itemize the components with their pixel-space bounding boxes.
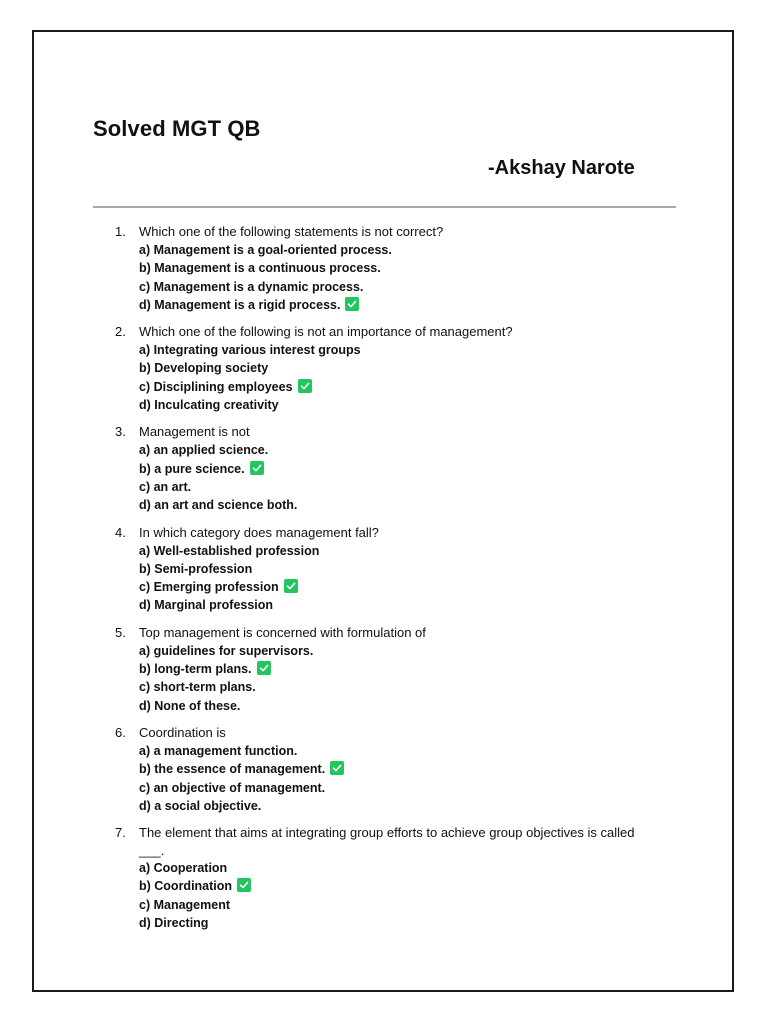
answer-option-label: d) Marginal profession <box>139 598 274 613</box>
question-number: 3. <box>115 424 126 440</box>
answer-option-label: d) a social objective. <box>139 798 262 813</box>
question-number: 6. <box>115 724 126 740</box>
answer-options <box>139 542 673 615</box>
question-number: 4. <box>115 524 126 540</box>
answer-option-correct <box>139 760 673 778</box>
answer-option-label: c) short-term plans. <box>139 680 256 695</box>
answer-option-label: d) None of these. <box>139 698 241 713</box>
answer-option <box>139 859 673 877</box>
answer-options <box>139 441 673 514</box>
check-mark-icon <box>250 461 264 475</box>
document-author: -Akshay Narote <box>488 157 635 179</box>
question-text: In which category does management fall? <box>139 524 379 540</box>
check-mark-icon <box>298 379 312 393</box>
question-text: Top management is concerned with formulation of <box>139 624 426 640</box>
answer-option-label: c) Management <box>139 897 230 912</box>
check-mark-icon <box>237 878 251 892</box>
answer-option <box>139 697 673 715</box>
answer-option-label: a) guidelines for supervisors. <box>139 643 314 658</box>
answer-option <box>139 396 673 414</box>
answer-option <box>139 441 673 459</box>
question-number: 1. <box>115 224 126 239</box>
answer-option-label: a) a management function. <box>139 743 298 758</box>
answer-options <box>139 642 673 715</box>
answer-option-label: a) Management is a goal-oriented process. <box>139 243 392 257</box>
question-item <box>93 323 673 414</box>
answer-options <box>139 241 673 314</box>
question-item <box>93 524 673 615</box>
answer-options <box>139 341 673 414</box>
check-mark-icon <box>257 661 271 675</box>
check-mark-icon <box>345 297 359 311</box>
answer-option-correct <box>139 660 673 678</box>
question-list <box>93 223 673 941</box>
answer-option-label: d) an art and science both. <box>139 498 298 513</box>
question-item <box>93 724 673 815</box>
answer-option <box>139 359 673 377</box>
answer-option <box>139 914 673 932</box>
answer-option <box>139 896 673 914</box>
answer-option-label: c) Management is a dynamic process. <box>139 279 364 294</box>
answer-option-label: b) long-term plans. <box>139 662 252 677</box>
answer-option-label: d) Management is a rigid process. <box>139 297 341 312</box>
answer-option <box>139 560 673 578</box>
answer-option-correct <box>139 877 673 895</box>
answer-option <box>139 596 673 614</box>
answer-option-label: a) an applied science. <box>139 443 269 458</box>
answer-option <box>139 797 673 815</box>
question-blank: ___. <box>139 843 165 859</box>
answer-option <box>139 779 673 797</box>
answer-option-label: c) Disciplining employees <box>139 379 293 394</box>
answer-option-correct <box>139 578 673 596</box>
question-number: 5. <box>115 624 126 640</box>
question-number: 7. <box>115 825 126 841</box>
question-text: Which one of the following statements is not correct? <box>139 224 444 239</box>
answer-options <box>139 742 673 815</box>
answer-option-label: d) Directing <box>139 916 209 931</box>
answer-option-label: b) the essence of management. <box>139 762 326 777</box>
answer-option-label: a) Integrating various interest groups <box>139 343 361 358</box>
answer-option <box>139 496 673 514</box>
answer-option <box>139 478 673 496</box>
answer-option-label: b) Semi-profession <box>139 561 253 576</box>
answer-option-label: c) an objective of management. <box>139 780 326 795</box>
answer-option <box>139 678 673 696</box>
answer-option-correct <box>139 460 673 478</box>
question-text: Management is not <box>139 424 250 440</box>
answer-option-correct <box>139 378 673 396</box>
answer-option-label: d) Inculcating creativity <box>139 398 279 413</box>
answer-options <box>139 859 673 932</box>
answer-option-label: b) Coordination <box>139 879 233 894</box>
question-number: 2. <box>115 324 126 340</box>
answer-option <box>139 341 673 359</box>
answer-option-label: b) Developing society <box>139 361 269 376</box>
answer-option-label: b) Management is a continuous process. <box>139 261 381 276</box>
check-mark-icon <box>330 761 344 775</box>
answer-option-label: c) Emerging profession <box>139 580 279 595</box>
answer-option-label: a) Well-established profession <box>139 543 320 558</box>
question-text: Coordination is <box>139 724 226 740</box>
answer-option-label: a) Cooperation <box>139 861 228 876</box>
answer-option <box>139 642 673 660</box>
question-item <box>93 423 673 514</box>
question-item <box>93 824 673 932</box>
answer-option-label: c) an art. <box>139 479 192 494</box>
answer-option <box>139 742 673 760</box>
answer-option <box>139 542 673 560</box>
answer-option-label: b) a pure science. <box>139 461 245 476</box>
answer-option-correct <box>139 296 673 314</box>
check-mark-icon <box>284 579 298 593</box>
answer-option <box>139 259 673 277</box>
header-divider <box>93 206 676 208</box>
question-item <box>93 223 673 314</box>
question-text: The element that aims at integrating group efforts to achieve group objectives is called <box>139 825 635 841</box>
document-title: Solved MGT QB <box>93 116 261 141</box>
answer-option <box>139 241 673 259</box>
question-text: Which one of the following is not an importance of management? <box>139 324 513 340</box>
question-item <box>93 624 673 715</box>
answer-option <box>139 278 673 296</box>
